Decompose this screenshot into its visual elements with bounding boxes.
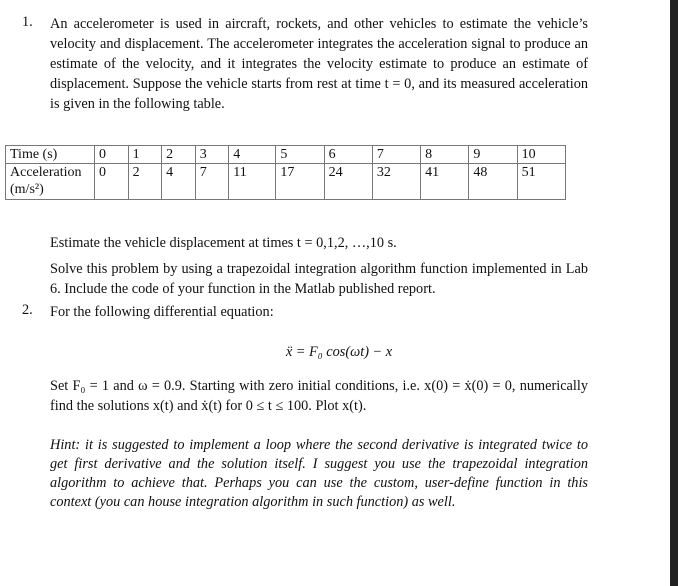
question-2-intro: For the following differential equation: <box>50 304 274 320</box>
table-cell-time: 10 <box>517 146 565 164</box>
table-cell-acceleration: 2 <box>128 164 162 200</box>
table-cell-time: 2 <box>162 146 196 164</box>
table-cell-time: 6 <box>324 146 372 164</box>
table-cell-acceleration: 0 <box>95 164 129 200</box>
table-cell-time: 0 <box>95 146 129 164</box>
question-1-intro: An accelerometer is used in aircraft, rockets, and other vehicles to estimate the vehicle’s velocity and displacement. The accelerometer integrates the acceleration signal to produce an estimate of the velocity, and it integrates the velocity estimate to produce an estimate of displacement. Suppose the vehicle starts from rest at time t = 0, and its measured acceleration is given in the following table. <box>50 16 588 112</box>
table-cell-time: 8 <box>421 146 469 164</box>
table-cell-time: 4 <box>229 146 276 164</box>
question-2-number: 2. <box>22 302 33 318</box>
question-2-hint: Hint: it is suggested to implement a loop where the second derivative is integrated twice to get first derivative and the solution itself. I suggest you use the trapezoidal integration algorithm to achieve that. Perhaps you can use the custom, user-define function in this context (you can house integration algorithm in such function) as well. <box>50 437 588 510</box>
table-cell-time: 5 <box>276 146 324 164</box>
table-cell-acceleration: 51 <box>517 164 565 200</box>
acceleration-table <box>5 145 566 200</box>
page-edge <box>670 0 678 586</box>
table-cell-acceleration: 32 <box>372 164 420 200</box>
row-header-acceleration: Acceleration (m/s²) <box>6 164 95 200</box>
question-1-number: 1. <box>22 14 33 30</box>
table-cell-acceleration: 4 <box>162 164 196 200</box>
table-cell-acceleration: 41 <box>421 164 469 200</box>
differential-equation: ẍ = F₀ cos(ωt) − x <box>285 344 393 360</box>
table-cell-acceleration: 48 <box>469 164 517 200</box>
table-cell-acceleration: 7 <box>195 164 229 200</box>
table-cell-time: 7 <box>372 146 420 164</box>
question-1-task: Estimate the vehicle displacement at times t = 0,1,2, …,10 s. <box>50 235 397 251</box>
table-row-acceleration <box>6 164 566 200</box>
table-cell-acceleration: 24 <box>324 164 372 200</box>
table-row-time <box>6 146 566 164</box>
question-2-setup: Set F₀ = 1 and ω = 0.9. Starting with zero initial conditions, i.e. x(0) = ẋ(0) = 0, numerically find the solutions x(t) and ẋ(t) for 0 ≤ t ≤ 100. Plot x(t). <box>50 378 588 414</box>
question-1-method: Solve this problem by using a trapezoidal integration algorithm function implemented in Lab 6. Include the code of your function in the Matlab published report. <box>50 261 588 297</box>
row-header-time: Time (s) <box>6 146 95 164</box>
table-cell-time: 3 <box>195 146 229 164</box>
table-cell-acceleration: 17 <box>276 164 324 200</box>
table-cell-time: 1 <box>128 146 162 164</box>
table-cell-time: 9 <box>469 146 517 164</box>
table-cell-acceleration: 11 <box>229 164 276 200</box>
